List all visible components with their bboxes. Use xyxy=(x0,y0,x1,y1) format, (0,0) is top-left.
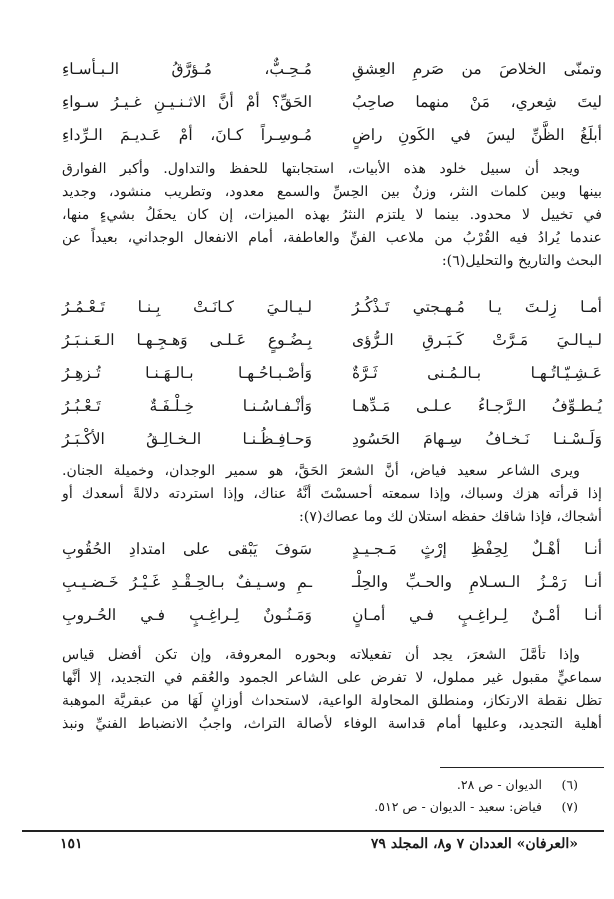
paragraph-2 xyxy=(62,460,602,529)
paragraph-3 xyxy=(62,644,602,736)
verse-right-hemistich: لـيـالـيَ مَـرَّتْ كَـبَـرقِ الـرُّؤى xyxy=(352,331,602,349)
prose-line: أهلية التجديد، وعليها أمام قداسة الوفاء لأصالة التراث، واجبُ الانضباط الفنيِّ ونبذ xyxy=(62,716,602,732)
verse-left-hemistich: وَمَـنُـونٌ لِـراغِـبٍ فـي الحُـروبِ xyxy=(62,606,312,624)
verse-row xyxy=(62,126,602,159)
verse-right-hemistich: أبلَغُ الظَّنِّ ليسَ في الكَونِ راضٍ xyxy=(352,126,602,144)
footnote xyxy=(374,796,578,818)
verse-right-hemistich: وَلَـسْـنـا نَـخـافُ سِـهامَ الحَسُودِ xyxy=(352,430,602,448)
paragraph-1 xyxy=(62,158,602,273)
prose-line: إذا قرأته هزك وسباك، وإذا سمعته أحسسْتَ أنَّهُ عناك، وإذا استردته دلالةً أسعدك أو xyxy=(62,486,602,502)
prose-line: ويجد أن سبيل خلود هذه الأبيات، استجابتها للحفظ والتداول. وأكبر الفوارق xyxy=(62,161,580,177)
footnote-number: (٧) xyxy=(561,799,578,814)
page-number: ١٥١ xyxy=(60,836,83,852)
verse-right-hemistich: أنـا أهْـلٌ لِحِفْظِ إرْثٍ مَـجـيـدٍ xyxy=(352,540,602,558)
verse-left-hemistich: سَوفَ يَبْقى على امتدادِ الحُقُوبِ xyxy=(62,540,312,558)
verse-right-hemistich: ليتَ شِعري، مَنْ منهما صاحِبُ xyxy=(352,93,602,111)
prose-line: في تخييل لا محدود. بينما لا يلتزم النثرُ بهذه الميزات، إن كان يحفَلُ بشيءٍ منها، xyxy=(62,207,602,223)
footnotes xyxy=(374,774,578,818)
prose-line: بينها وبين كلمات النثر، وزنٌ بين الحِسِّ والسمع معدود، وتطريب منشود، وجديد xyxy=(62,184,602,200)
verse-row xyxy=(62,430,602,463)
footnote xyxy=(374,774,578,796)
prose-line: سماعيٍّ مقبول غير مملول، لا تفرض على الشاعر الجمود والعُقم في التجديد، إلا أنَّها xyxy=(62,670,602,686)
footnote-number: (٦) xyxy=(561,777,578,792)
verse-left-hemistich: ـمِ وسـيـفٌ بـالحِـقْـدِ غَـيْـرُ خَـضـيـبِ xyxy=(62,573,312,591)
verse-right-hemistich: يُـطـوِّفُ الـرَّجـاءُ عـلـى مَـدِّهـا xyxy=(352,397,602,415)
verse-right-hemistich: عَـشِـيّـاتُـهـا بـالـمُـنى ثَـرَّةٌ xyxy=(352,364,602,382)
verses-block-1 xyxy=(62,60,602,159)
verse-row xyxy=(62,93,602,126)
prose-line: تظل نقطة الارتكاز، ومنطلق المحاولة الواعية، لاستحداث أوزانٍ لَهَا من عبقريَّة الموهبة xyxy=(62,693,602,709)
verse-row xyxy=(62,606,602,639)
verses-block-3 xyxy=(62,540,602,639)
verse-row xyxy=(62,573,602,606)
footer-divider xyxy=(22,830,604,832)
verse-left-hemistich: وَأصْـبـاحُـهـا بـالـهَـنـا تُـزهِـرُ xyxy=(62,364,312,382)
prose-line: البحث والتاريخ والتحليل(٦): xyxy=(441,253,602,269)
verse-row xyxy=(62,397,602,430)
footnote-text: الديوان - ص ٢٨. xyxy=(456,777,542,792)
verses-block-2 xyxy=(62,298,602,463)
footnote-text: فياض: سعيد - الديوان - ص ٥١٢. xyxy=(374,799,542,814)
verse-left-hemistich: مُـوسِـراً كـانَ، أمْ عَـديـمَ الـرِّداءِ xyxy=(62,126,312,144)
verse-right-hemistich: أنـا أمْـنٌ لِـراغِـبٍ فـي أمـانٍ xyxy=(352,606,602,624)
verse-row xyxy=(62,298,602,331)
prose-line: وإذا تأمَّلَ الشعرَ، يجد أن تفعيلاته وبحوره المعروفة، وإن تكن أفضل قياس xyxy=(62,647,580,663)
verse-left-hemistich: بِـضُـوعٍ عَـلـى وَهـجِـهـا الـعَـنـبَـرُ xyxy=(62,331,312,349)
verse-row xyxy=(62,364,602,397)
prose-line: أشجاك، فإذا شاقك حفظه استلان لك وما عصاك(٧): xyxy=(299,509,602,525)
verse-left-hemistich: لـيـالـيَ كـانَـتْ بِـنـا تَـعْـمُـرُ xyxy=(62,298,312,316)
verse-row xyxy=(62,540,602,573)
prose-line: ويرى الشاعر سعيد فياض، أنَّ الشعرَ الحَقَّ، هو سمير الوجدان، وخميلة الجنان. xyxy=(62,463,580,479)
verse-left-hemistich: مُـحِـبٌّ، مُـؤرَّقُ الـبـأسـاءِ xyxy=(62,60,312,78)
verse-row xyxy=(62,60,602,93)
verse-right-hemistich: أنـا رَمْـزُ الـسـلامِ والحـبِّ والحِلْـ xyxy=(352,573,602,591)
verse-right-hemistich: وتمنّى الخلاصَ من صَرمِ العِشقِ xyxy=(352,60,602,78)
verse-left-hemistich: وَحـافِـظُـنـا الـخـالِـقُ الأكْـبَـرُ xyxy=(62,430,312,448)
verse-left-hemistich: الحَقِّ؟ أمْ أنَّ الاثـنـيـنِ غـيـرُ سـواءِ xyxy=(62,93,312,111)
footnote-divider xyxy=(440,767,604,768)
prose-line: عندما يُرادُ فيه القُرْبُ من ملاعب الفنِّ والعاطفة، أمام الانفعال الوجداني، بعيداً عن xyxy=(62,230,602,246)
verse-left-hemistich: وَأنْـفـاسُـنـا خِـلْـفَـةٌ تَـعْـبُـرُ xyxy=(62,397,312,415)
running-title: «العرفان» العددان ٧ و٨، المجلد ٧٩ xyxy=(370,836,578,852)
verse-right-hemistich: أمـا زِلـتَ يـا مُـهـجتي تَـذْكُـرُ xyxy=(352,298,602,316)
verse-row xyxy=(62,331,602,364)
